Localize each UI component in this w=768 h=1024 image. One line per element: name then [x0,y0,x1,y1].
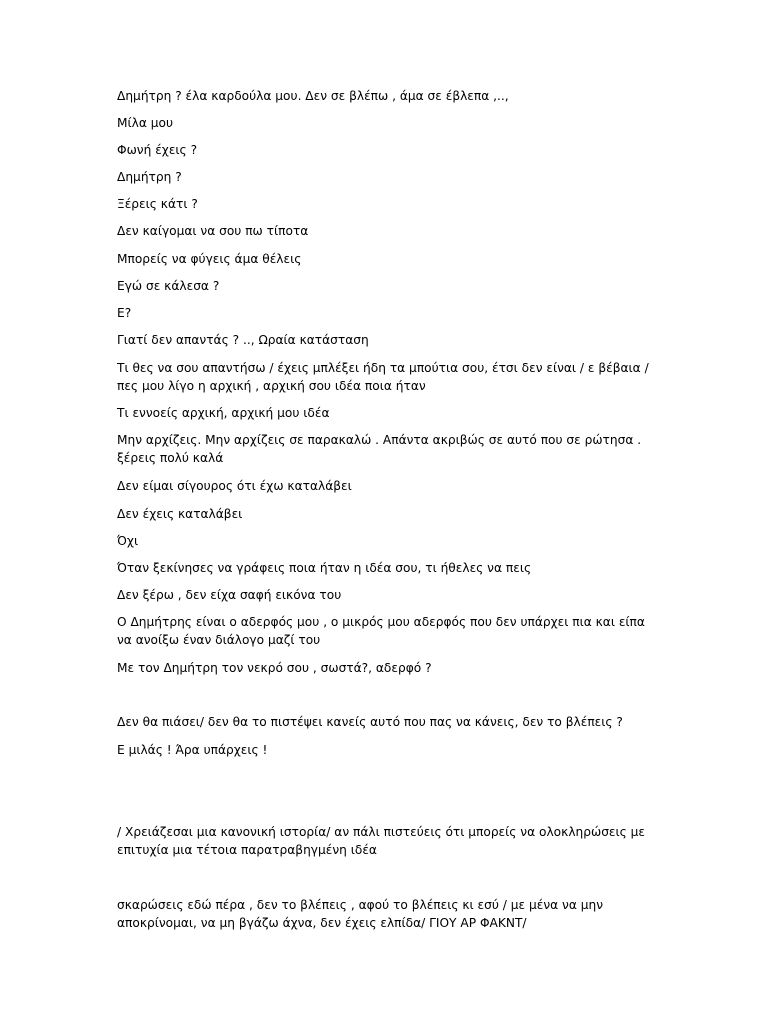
paragraph-10: Γιατί δεν απαντάς ? .., Ωραία κατάσταση [117,333,369,347]
paragraph-18: Δεν ξέρω , δεν είχα σαφή εικόνα του [117,588,342,602]
paragraph-15: Δεν έχεις καταλάβει [117,507,243,521]
paragraph-11: Τι θες να σου απαντήσω / έχεις μπλέξει ήδη τα μπούτια σου, έτσι δεν είναι / ε βέβαια / πες μου λίγο η αρχική , αρχική σου ιδέα ποια ήταν [117,361,649,393]
paragraph-1: Δημήτρη ? έλα καρδούλα μου. Δεν σε βλέπω , άμα σε έβλεπα ,.., [117,89,509,103]
paragraph-8: Εγώ σε κάλεσα ? [117,279,220,293]
paragraph-19: Ο Δημήτρης είναι ο αδερφός μου , ο μικρός μου αδερφός που δεν υπάρχει πια και είπα να ανοίξω έναν διάλογο μαζί του [117,615,645,647]
paragraph-6: Δεν καίγομαι να σου πω τίποτα [117,224,309,238]
paragraph-17: Όταν ξεκίνησες να γράφεις ποια ήταν η ιδέα σου, τι ήθελες να πεις [117,561,532,575]
paragraph-9: Ε? [117,306,132,320]
paragraph-24: σκαρώσεις εδώ πέρα , δεν το βλέπεις , αφού το βλέπεις κι εσύ / με μένα να μην αποκρίνομαι, να μη βγάζω άχνα, δεν έχεις ελπίδα/ ΓΙΟΥ ΑΡ ΦΑΚΝΤ/ [117,898,604,930]
paragraph-23: / Χρειάζεσαι μια κανονική ιστορία/ αν πάλι πιστεύεις ότι μπορείς να ολοκληρώσεις με επιτυχία μια τέτοια παρατραβηγμένη ιδέα [117,825,646,857]
paragraph-21: Δεν θα πιάσει/ δεν θα το πιστέψει κανείς αυτό που πας να κάνεις, δεν το βλέπεις ? [117,715,623,729]
paragraph-3: Φωνή έχεις ? [117,143,198,157]
paragraph-16: Όχι [117,534,139,548]
paragraph-4: Δημήτρη ? [117,170,182,184]
paragraph-2: Μίλα μου [117,116,174,130]
paragraph-22: Ε μιλάς ! Άρα υπάρχεις ! [117,743,268,757]
paragraph-13: Μην αρχίζεις. Μην αρχίζεις σε παρακαλώ . Απάντα ακριβώς σε αυτό που σε ρώτησα . ξέρεις πολύ καλά [117,433,642,465]
paragraph-7: Μπορείς να φύγεις άμα θέλεις [117,252,302,266]
paragraph-14: Δεν είμαι σίγουρος ότι έχω καταλάβει [117,479,352,493]
paragraph-5: Ξέρεις κάτι ? [117,197,198,211]
paragraph-12: Τι εννοείς αρχική, αρχική μου ιδέα [117,406,330,420]
paragraph-20: Με τον Δημήτρη τον νεκρό σου , σωστά?, αδερφό ? [117,661,432,675]
